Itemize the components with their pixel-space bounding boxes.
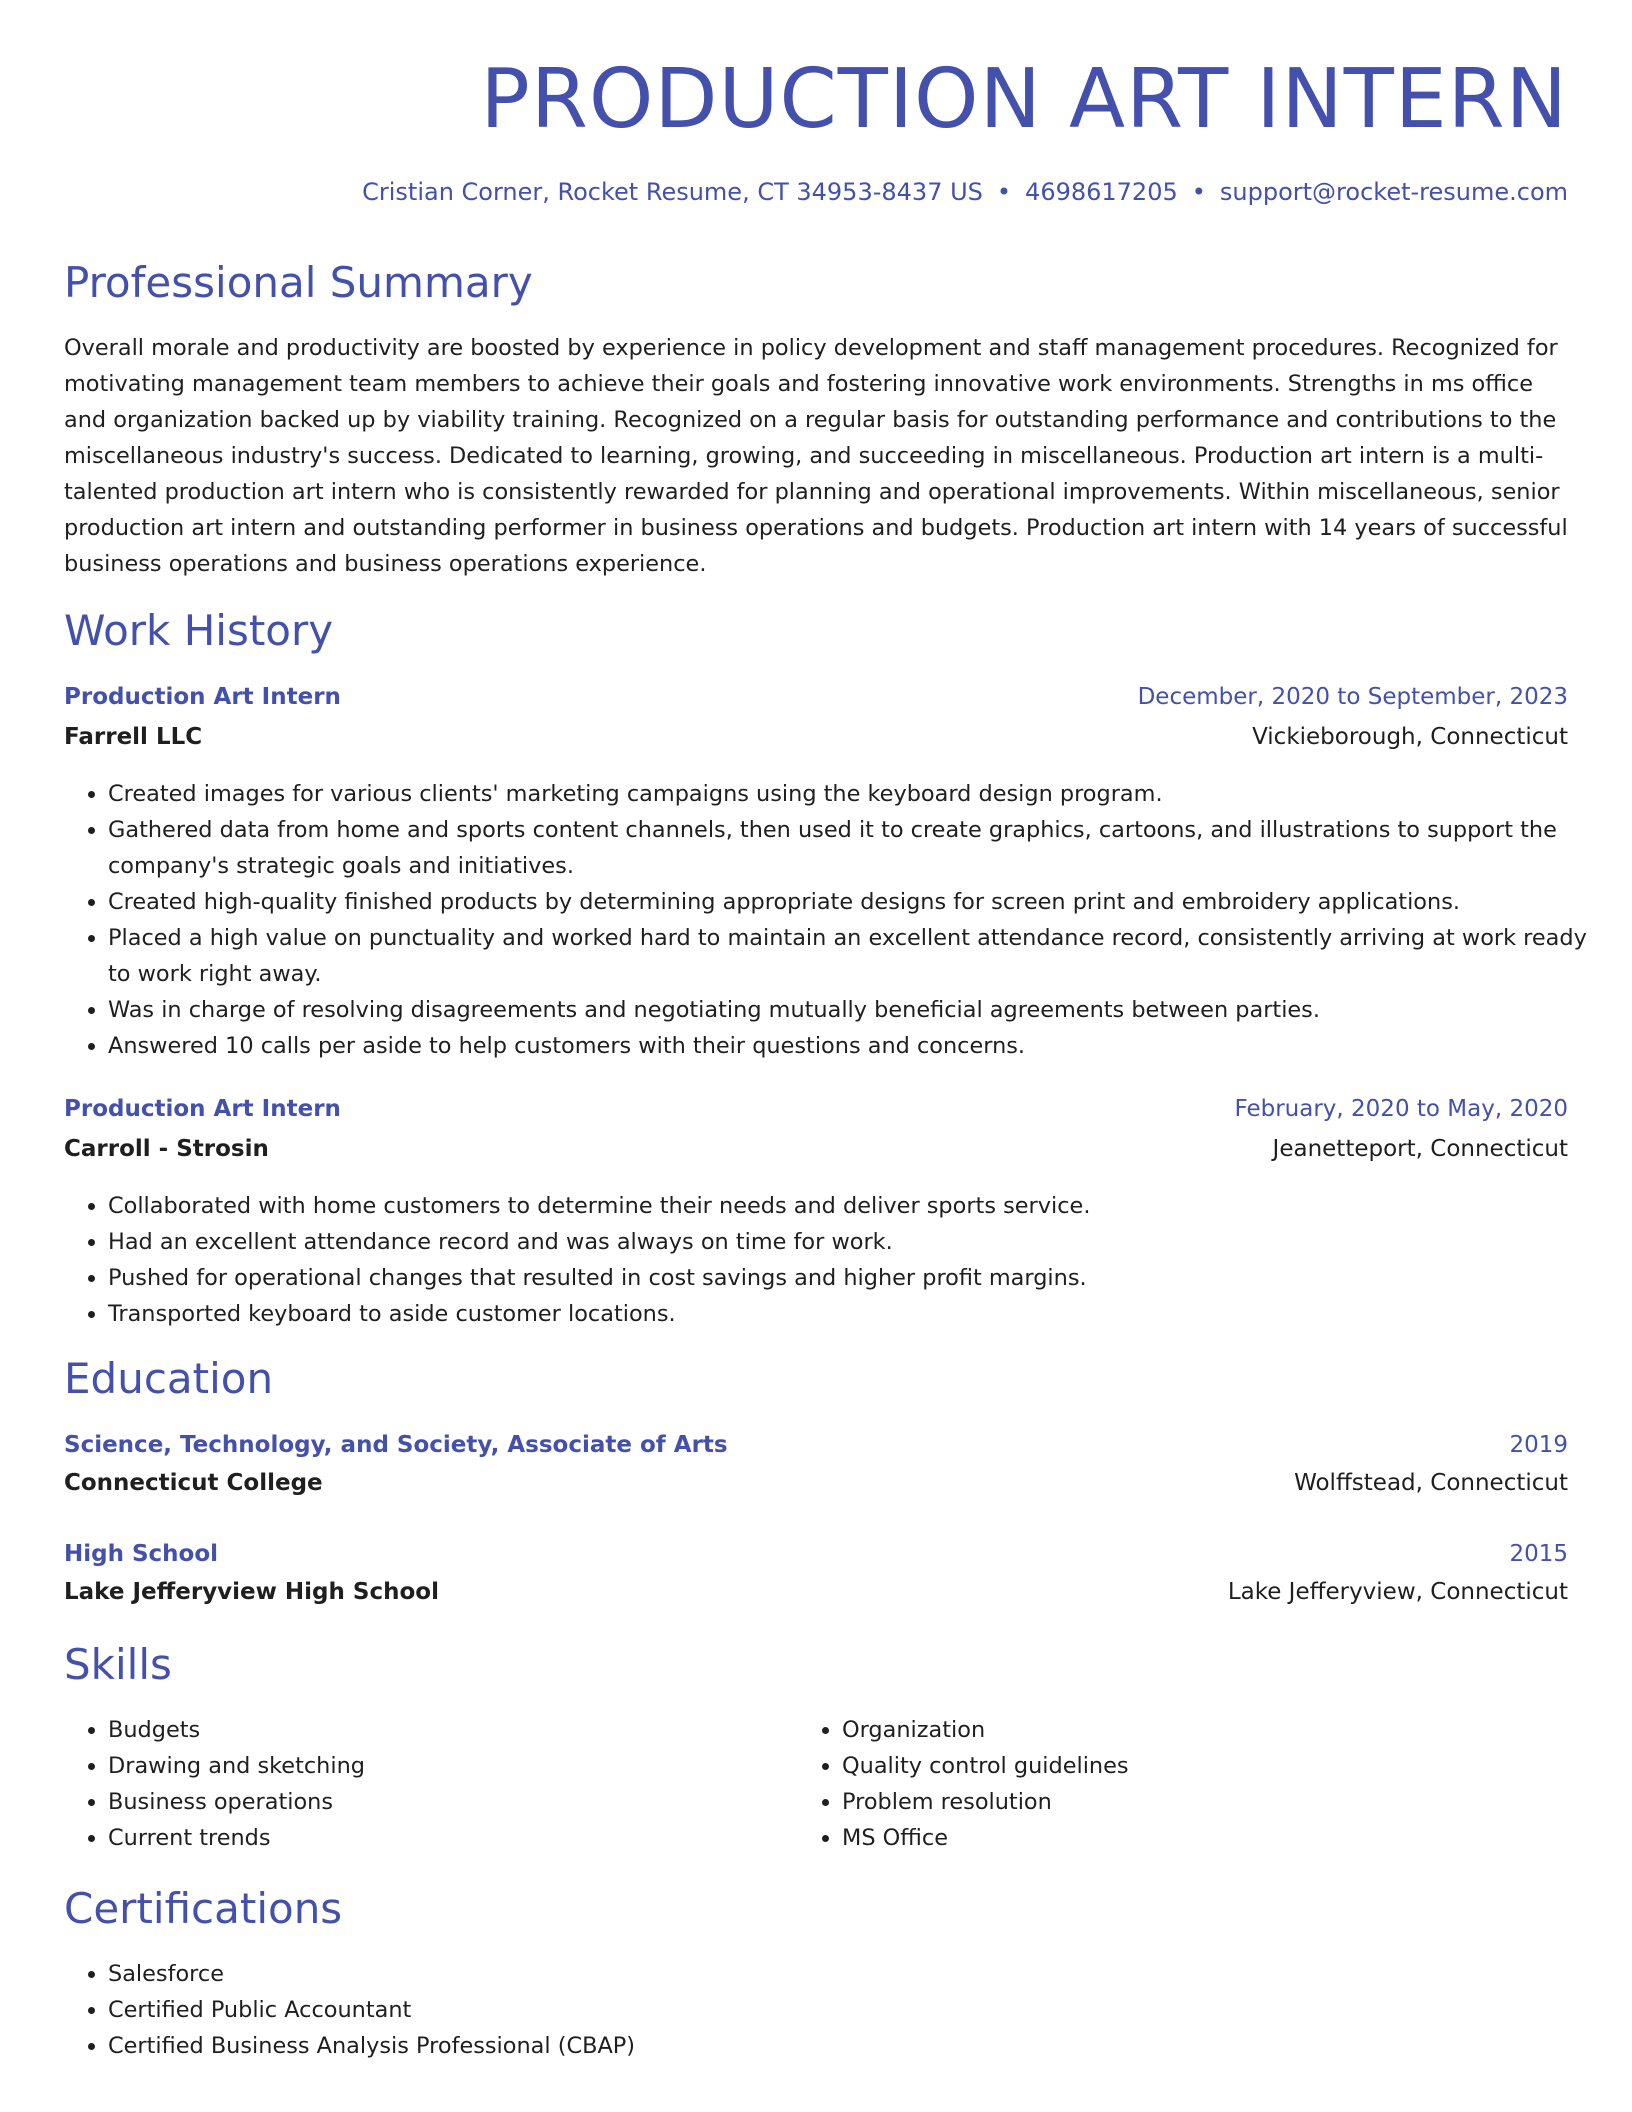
education-heading: Education [64, 1354, 274, 1403]
skills-heading: Skills [64, 1640, 172, 1689]
certification-item: • Salesforce [108, 1956, 1588, 1992]
job-1-bullet: • Gathered data from home and sports content channels, then used it to create graphics, cartoons, and illustrations to support the company's strategic goals and initiatives. [108, 812, 1588, 884]
education-1-year: 2019 [1509, 1432, 1568, 1458]
resume-title: PRODUCTION ART INTERN [480, 52, 1568, 147]
job-2-company: Carroll - Strosin [64, 1136, 269, 1162]
skill-item: • Organization [842, 1712, 1542, 1748]
education-1-header [64, 1432, 1568, 1458]
education-1-location: Wolffstead, Connecticut [1294, 1470, 1568, 1496]
job-2-dates: February, 2020 to May, 2020 [1234, 1096, 1568, 1122]
job-1-bullets [64, 776, 1588, 1064]
job-2-subheader [64, 1136, 1568, 1162]
work-history-heading: Work History [64, 606, 334, 655]
certification-item: • Certified Public Accountant [108, 1992, 1588, 2028]
job-1-location: Vickieborough, Connecticut [1252, 724, 1568, 750]
job-2-bullet: • Collaborated with home customers to determine their needs and deliver sports service. [108, 1188, 1588, 1224]
skill-item: • Business operations [108, 1784, 808, 1820]
job-1-subheader [64, 724, 1568, 750]
skill-item: • Drawing and sketching [108, 1748, 808, 1784]
job-1-bullet: • Answered 10 calls per aside to help customers with their questions and concerns. [108, 1028, 1588, 1064]
job-2-bullets [64, 1188, 1588, 1332]
contact-email[interactable]: support@rocket-resume.com [1219, 178, 1568, 206]
certification-item: • Certified Business Analysis Professional (CBAP) [108, 2028, 1588, 2064]
job-2-header [64, 1096, 1568, 1122]
skills-list-right [798, 1712, 1542, 1856]
contact-phone: 4698617205 [1025, 178, 1178, 206]
job-1-bullet: • Was in charge of resolving disagreements and negotiating mutually beneficial agreements between parties. [108, 992, 1588, 1028]
contact-line [362, 178, 1568, 206]
skill-item: • Problem resolution [842, 1784, 1542, 1820]
skill-item: • Current trends [108, 1820, 808, 1856]
summary-heading: Professional Summary [64, 258, 533, 307]
skill-item: • MS Office [842, 1820, 1542, 1856]
contact-separator: • [1191, 178, 1206, 206]
education-1-subheader [64, 1470, 1568, 1496]
skill-item: • Quality control guidelines [842, 1748, 1542, 1784]
certifications-list [64, 1956, 1588, 2064]
education-2-header [64, 1541, 1568, 1567]
education-2-location: Lake Jefferyview, Connecticut [1227, 1579, 1568, 1605]
job-2-bullet: • Had an excellent attendance record and was always on time for work. [108, 1224, 1588, 1260]
job-2-role: Production Art Intern [64, 1096, 341, 1122]
job-1-role: Production Art Intern [64, 684, 341, 710]
certifications-heading: Certifications [64, 1884, 343, 1933]
job-1-bullet: • Created high-quality finished products by determining appropriate designs for screen print and embroidery applications. [108, 884, 1588, 920]
job-1-header [64, 684, 1568, 710]
contact-separator: • [996, 178, 1012, 206]
education-2-degree: High School [64, 1541, 219, 1567]
job-1-company: Farrell LLC [64, 724, 203, 750]
job-2-bullet: • Pushed for operational changes that resulted in cost savings and higher profit margins. [108, 1260, 1588, 1296]
education-2-year: 2015 [1509, 1541, 1568, 1567]
job-1-dates: December, 2020 to September, 2023 [1137, 684, 1568, 710]
education-2-subheader [64, 1579, 1568, 1605]
job-2-location: Jeanetteport, Connecticut [1272, 1136, 1568, 1162]
education-1-school: Connecticut College [64, 1470, 323, 1496]
skill-item: • Budgets [108, 1712, 808, 1748]
skills-list-left [64, 1712, 808, 1856]
education-2-school: Lake Jefferyview High School [64, 1579, 439, 1605]
job-2-bullet: • Transported keyboard to aside customer locations. [108, 1296, 1588, 1332]
job-1-bullet: • Placed a high value on punctuality and worked hard to maintain an excellent attendance record, consistently arriving at work ready to work right away. [108, 920, 1588, 992]
summary-text: Overall morale and productivity are boosted by experience in policy development and staff management procedures. Recognized for motivating management team members to achieve their goals and fostering innovative work environments. Strengths in ms office and organization backed up by viability training. Recognized on a regular basis for outstanding performance and contributions to the miscellaneous industry's success. Dedicated to learning, growing, and succeeding in miscellaneous. Production art intern is a multi-talented production art intern who is consistently rewarded for planning and operational improvements. Within miscellaneous, senior production art intern and outstanding performer in business operations and budgets. Production art intern with 14 years of successful business operations and business operations experience. [64, 335, 1568, 577]
job-1-bullet: • Created images for various clients' marketing campaigns using the keyboard design program. [108, 776, 1588, 812]
contact-address: Cristian Corner, Rocket Resume, CT 34953-8437 US [362, 178, 983, 206]
education-1-degree: Science, Technology, and Society, Associate of Arts [64, 1432, 728, 1458]
